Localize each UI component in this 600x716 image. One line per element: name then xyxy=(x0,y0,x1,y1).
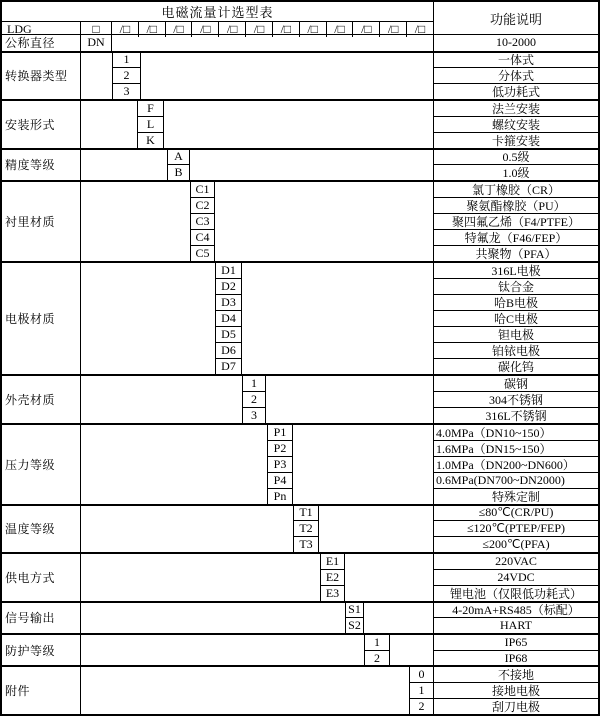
spacer xyxy=(390,635,433,665)
block-accuracy xyxy=(2,148,598,180)
code-cell: D3 xyxy=(216,295,241,311)
code-cell: P3 xyxy=(268,457,292,473)
code-slot-box: /□ xyxy=(300,22,327,37)
code-cell: T3 xyxy=(299,537,313,552)
desc-cell: 不接地 xyxy=(434,667,598,683)
code-slot-box: /□ xyxy=(353,22,380,37)
spacer xyxy=(266,376,433,423)
spacer xyxy=(141,53,433,100)
desc-cell: 24VDC xyxy=(434,570,598,586)
category-label: 公称直径 xyxy=(2,35,81,50)
spacer xyxy=(81,376,242,423)
spacer xyxy=(293,425,433,504)
desc-cell: ≤120℃(PTEP/FEP) xyxy=(434,521,598,537)
code-cell: D6 xyxy=(216,343,241,359)
code-cell: A xyxy=(168,150,189,166)
code-cell: C4 xyxy=(191,230,214,246)
code-cell: P2 xyxy=(268,441,292,457)
spacer xyxy=(81,506,293,553)
code-cell: 2 xyxy=(113,68,140,84)
category-label: 外壳材质 xyxy=(2,376,81,423)
spacer xyxy=(81,150,167,180)
desc-cell: 聚四氟乙烯（F4/PTFE） xyxy=(434,214,598,230)
desc-cell: IP68 xyxy=(504,650,528,665)
page-title: 电磁流量计选型表 xyxy=(2,2,433,22)
desc-cell: 一体式 xyxy=(434,53,598,69)
code-cell: 1 xyxy=(113,53,140,69)
code-slot-box: /□ xyxy=(139,22,166,37)
desc-cell: 接地电极 xyxy=(434,683,598,699)
spacer xyxy=(190,150,433,180)
code-cell: K xyxy=(146,132,155,147)
block-housing xyxy=(2,374,598,423)
category-label: 电极材质 xyxy=(2,263,81,374)
desc-cell: 304不锈钢 xyxy=(434,392,598,408)
code-cell: C1 xyxy=(191,182,214,198)
desc-cell: 低功耗式 xyxy=(491,85,540,100)
category-label: 安装形式 xyxy=(2,101,81,148)
desc-cell: 卡箍安装 xyxy=(491,133,540,148)
desc-cell: 1.0MPa（DN200~DN600） xyxy=(434,457,598,473)
desc-cell: HART xyxy=(500,618,532,633)
code-cell: S2 xyxy=(348,618,361,633)
block-power xyxy=(2,552,598,601)
category-label: 转换器类型 xyxy=(2,53,81,100)
code-cell: B xyxy=(174,165,183,180)
category-label: 温度等级 xyxy=(2,506,81,553)
code-cell: D4 xyxy=(216,311,241,327)
code-cell: P1 xyxy=(268,425,292,441)
desc-cell: 法兰安装 xyxy=(434,101,598,117)
desc-cell: 聚氨酯橡胶（PU） xyxy=(434,198,598,214)
desc-cell: 钽电极 xyxy=(434,327,598,343)
code-cell: 1 xyxy=(410,683,433,699)
code-slot-box: /□ xyxy=(192,22,219,37)
block-diameter xyxy=(2,34,598,50)
code-slot-box: /□ xyxy=(414,22,426,36)
code-cell: D2 xyxy=(216,279,241,295)
block-converter-type xyxy=(2,51,598,100)
desc-cell: 钛合金 xyxy=(434,279,598,295)
desc-cell: ≤200℃(PFA) xyxy=(482,537,550,552)
code-slot-box: /□ xyxy=(112,22,139,37)
spacer xyxy=(364,603,433,633)
category-label: 衬里材质 xyxy=(2,182,81,261)
desc-cell: ≤80℃(CR/PU) xyxy=(434,506,598,522)
desc-cell: 刮刀电极 xyxy=(491,699,540,714)
spacer xyxy=(242,263,433,374)
desc-cell: 10-2000 xyxy=(496,35,536,50)
spacer xyxy=(319,506,433,553)
desc-cell: 碳化钨 xyxy=(497,360,534,375)
spacer xyxy=(81,101,137,148)
block-lining xyxy=(2,180,598,261)
spacer xyxy=(215,182,433,261)
desc-cell: 0.5级 xyxy=(434,150,598,166)
desc-cell: 1.0级 xyxy=(502,166,530,180)
code-cell: C3 xyxy=(191,214,214,230)
desc-cell: 氯丁橡胶（CR） xyxy=(434,182,598,198)
block-signal xyxy=(2,601,598,633)
block-protection xyxy=(2,633,598,665)
spacer xyxy=(164,101,433,148)
desc-cell: 0.6MPa(DN700~DN2000) xyxy=(434,473,598,489)
desc-cell: 哈C电极 xyxy=(434,311,598,327)
spacer xyxy=(81,635,364,665)
code-cell: C2 xyxy=(191,198,214,214)
spacer xyxy=(81,603,345,633)
code-cell: 1 xyxy=(243,376,265,392)
code-cell: 3 xyxy=(251,407,257,422)
code-cell: T2 xyxy=(294,521,318,537)
spacer xyxy=(81,667,409,714)
model-prefix: LDG xyxy=(2,22,81,37)
code-cell: P4 xyxy=(268,473,292,489)
category-label: 附件 xyxy=(2,667,81,714)
spacer xyxy=(81,554,320,601)
block-electrode xyxy=(2,261,598,374)
desc-cell: 1.6MPa（DN15~150） xyxy=(434,441,598,457)
desc-cell: 特氟龙（F46/FEP） xyxy=(434,230,598,246)
category-label: 精度等级 xyxy=(2,150,81,180)
table-header xyxy=(2,2,598,34)
code-slot-box: /□ xyxy=(380,22,407,37)
code-cell: Pn xyxy=(273,488,287,503)
code-slot-box: /□ xyxy=(246,22,273,37)
desc-cell: 316L不锈钢 xyxy=(485,408,547,423)
category-label: 信号输出 xyxy=(2,603,81,633)
code-cell: 1 xyxy=(365,635,389,651)
code-cell: E3 xyxy=(325,585,340,600)
code-cell: L xyxy=(138,117,163,133)
desc-cell: 特殊定制 xyxy=(491,489,540,504)
category-label: 压力等级 xyxy=(2,425,81,504)
spacer xyxy=(81,53,112,100)
spacer xyxy=(112,35,433,50)
code-cell: E1 xyxy=(321,554,344,570)
code-slot-box: /□ xyxy=(327,22,354,37)
code-cell: 2 xyxy=(418,699,425,713)
desc-cell: 锂电池（仅限低功耗式） xyxy=(449,586,582,601)
code-cell: S1 xyxy=(346,603,363,619)
code-cell: D1 xyxy=(216,263,241,279)
block-temperature xyxy=(2,504,598,553)
code-slot-box: /□ xyxy=(273,22,300,37)
desc-cell: 碳钢 xyxy=(434,376,598,392)
block-installation xyxy=(2,99,598,148)
code-cell: 2 xyxy=(243,392,265,408)
block-pressure xyxy=(2,423,598,504)
code-slot-box: □ xyxy=(81,22,112,37)
code-cell: T1 xyxy=(294,506,318,522)
function-column-header: 功能说明 xyxy=(433,2,598,34)
desc-cell: 316L电极 xyxy=(434,263,598,279)
desc-cell: 4-20mA+RS485（标配） xyxy=(434,603,598,619)
block-accessories xyxy=(2,665,598,714)
desc-cell: 哈B电极 xyxy=(434,295,598,311)
desc-cell: 4.0MPa（DN10~150） xyxy=(434,425,598,441)
category-label: 防护等级 xyxy=(2,635,81,665)
code-slot-box: /□ xyxy=(219,22,246,37)
category-label: 供电方式 xyxy=(2,554,81,601)
spacer xyxy=(345,554,433,601)
code-cell: 3 xyxy=(123,84,130,99)
code-cell: D5 xyxy=(216,327,241,343)
desc-cell: 铂铱电极 xyxy=(434,343,598,359)
spacer xyxy=(81,182,190,261)
desc-cell: 共聚物（PFA） xyxy=(475,246,557,261)
code-cell: D7 xyxy=(221,359,236,374)
code-cell: E2 xyxy=(321,570,344,586)
desc-cell: 分体式 xyxy=(434,68,598,84)
code-cell: 0 xyxy=(410,667,433,683)
code-slot-box: /□ xyxy=(166,22,193,37)
code-cell: 2 xyxy=(374,650,380,665)
desc-cell: 220VAC xyxy=(434,554,598,570)
spacer xyxy=(81,263,215,374)
desc-cell: 螺纹安装 xyxy=(434,117,598,133)
code-cell: C5 xyxy=(195,245,210,260)
spacer xyxy=(81,425,267,504)
code-cell: F xyxy=(138,101,163,117)
code-cell: DN xyxy=(87,35,105,50)
desc-cell: IP65 xyxy=(434,635,598,651)
